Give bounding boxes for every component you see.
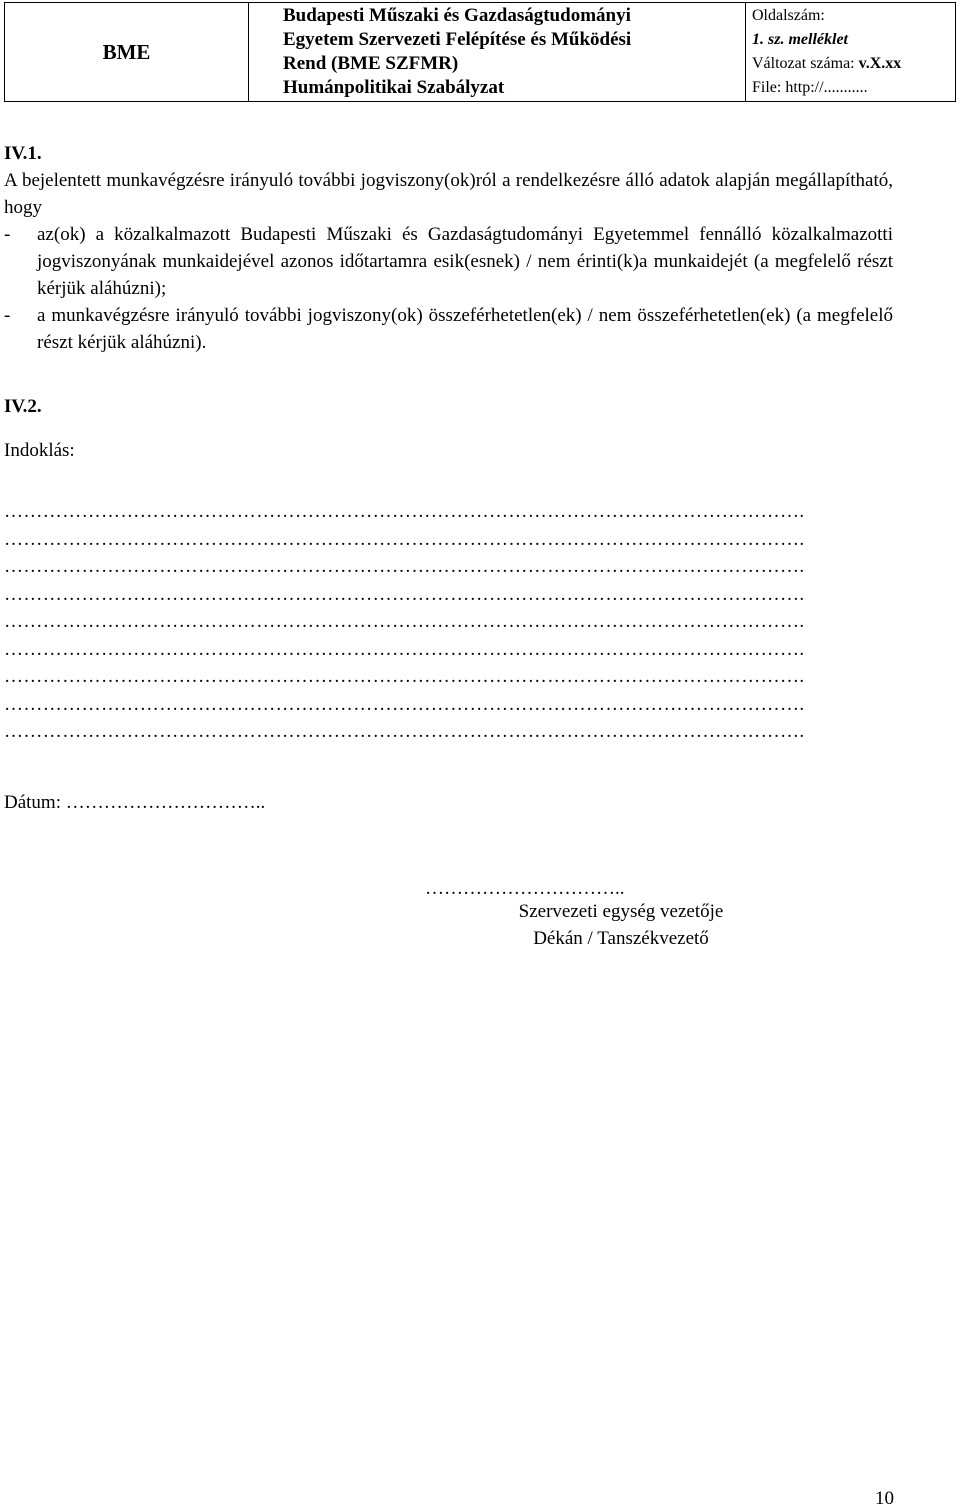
version-value: v.X.xx bbox=[858, 55, 902, 72]
justification-line[interactable]: ……………………………………………………………………………………………………………. bbox=[4, 501, 805, 522]
list-item bbox=[4, 302, 893, 356]
version-label: Változat száma: bbox=[752, 55, 855, 72]
attachment-label: 1. sz. melléklet bbox=[752, 31, 848, 48]
date-field[interactable] bbox=[4, 792, 265, 814]
section-heading-iv2: IV.2. bbox=[4, 396, 42, 417]
justification-line[interactable]: ……………………………………………………………………………………………………………. bbox=[4, 583, 805, 605]
justification-line[interactable]: ……………………………………………………………………………………………………………. bbox=[4, 693, 805, 715]
page-number: 10 bbox=[875, 1488, 894, 1509]
header-title-line: Rend (BME SZFMR) bbox=[283, 53, 459, 74]
section-intro: A bejelentett munkavégzésre irányuló további jogviszony(ok)ról a rendelkezésre álló adatok alapján megállapítható, hogy bbox=[4, 170, 893, 218]
justification-line[interactable]: ……………………………………………………………………………………………………………. bbox=[4, 611, 805, 632]
justification-line[interactable]: ……………………………………………………………………………………………………………. bbox=[4, 528, 805, 550]
signature-line[interactable]: ………………………….. bbox=[425, 878, 625, 899]
bullet-dash: - bbox=[4, 305, 11, 326]
section-iv1 bbox=[4, 140, 893, 356]
signature-title: Szervezeti egység vezetője bbox=[518, 901, 724, 922]
justification-label: Indoklás: bbox=[4, 440, 75, 461]
justification-line[interactable]: ……………………………………………………………………………………………………………. bbox=[4, 721, 805, 742]
justification-line[interactable]: ……………………………………………………………………………………………………………. bbox=[4, 638, 805, 660]
signature-block bbox=[440, 898, 802, 952]
document-header bbox=[4, 2, 956, 102]
file-value: http://........... bbox=[785, 79, 868, 96]
version-row bbox=[752, 52, 955, 76]
bullet-dash: - bbox=[4, 224, 11, 245]
header-title-line: Humánpolitikai Szabályzat bbox=[283, 77, 505, 98]
list-item bbox=[4, 221, 893, 302]
signature-role: Dékán / Tanszékvezető bbox=[533, 928, 709, 949]
header-title bbox=[249, 3, 746, 102]
file-row bbox=[752, 76, 955, 100]
header-meta bbox=[746, 3, 956, 102]
date-dots: ………………………….. bbox=[61, 792, 266, 813]
justification-line[interactable]: ……………………………………………………………………………………………………………. bbox=[4, 666, 805, 687]
header-title-line: Budapesti Műszaki és Gazdaságtudományi bbox=[283, 5, 631, 26]
page-label: Oldalszám: bbox=[752, 7, 825, 24]
header-logo-text: BME bbox=[5, 3, 249, 102]
file-label: File: bbox=[752, 79, 782, 96]
justification-line[interactable]: ……………………………………………………………………………………………………………. bbox=[4, 556, 805, 577]
bullet-text: az(ok) a közalkalmazott Budapesti Műszaki és Gazdaságtudományi Egyetemmel fennálló közalkalmazotti jogviszonyának munkaidejével azonos időtartamra esik(esnek) / nem érinti(k)a munkaidejét (a megfelelő részt kérjük aláhúzni); bbox=[37, 224, 893, 299]
section-heading-iv1: IV.1. bbox=[4, 143, 42, 164]
date-label: Dátum: bbox=[4, 792, 61, 813]
header-title-line: Egyetem Szervezeti Felépítése és Működési bbox=[283, 29, 632, 50]
bullet-text: a munkavégzésre irányuló további jogviszony(ok) összeférhetetlen(ek) / nem összeférhetetlen(ek) (a megfelelő részt kérjük aláhúzni). bbox=[37, 305, 893, 353]
